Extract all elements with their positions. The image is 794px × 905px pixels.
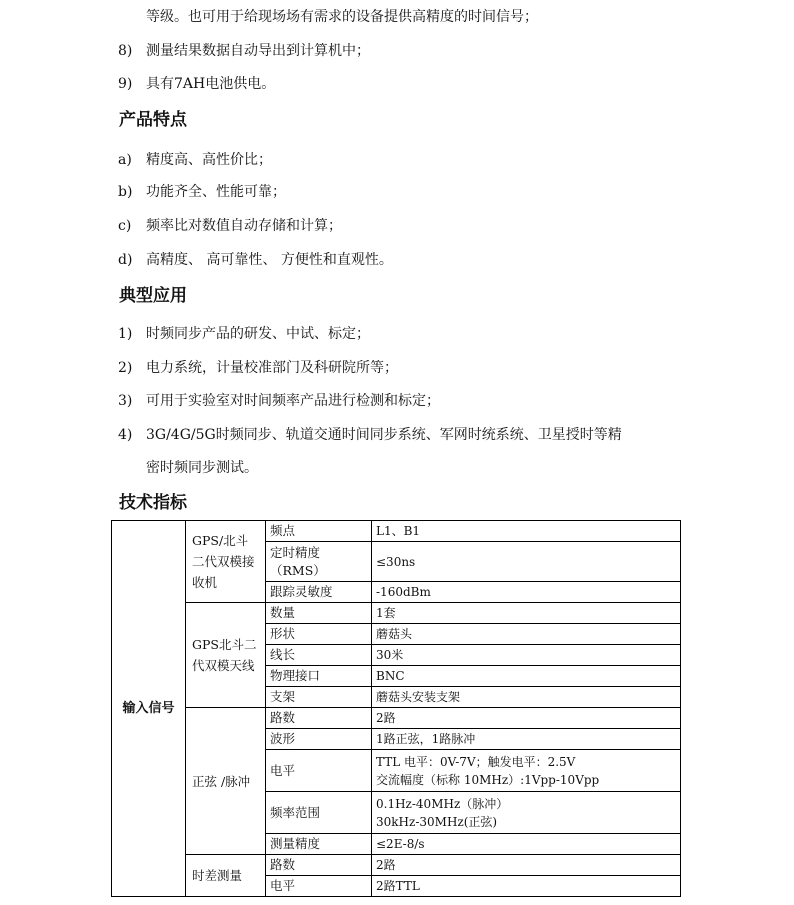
value-cell: -160dBm xyxy=(372,582,681,603)
group-input-signal: 输入信号 xyxy=(112,521,186,897)
category-receiver: GPS/北斗二代双模接收机 xyxy=(186,521,266,603)
item-number: 8) xyxy=(118,43,133,59)
value-line: 30kHz-30MHz(正弦) xyxy=(376,814,498,829)
param-cell: 形状 xyxy=(266,624,372,645)
table-row xyxy=(112,603,681,624)
intro-text: 测量结果数据自动导出到计算机中； xyxy=(146,43,370,59)
specs-heading: 技术指标 xyxy=(119,493,187,513)
intro-text: 等级。也可用于给现场场有需求的设备提供高精度的时间信号； xyxy=(146,9,538,25)
item-letter: b) xyxy=(118,184,133,200)
param-cell: 数量 xyxy=(266,603,372,624)
param-cell: 频点 xyxy=(266,521,372,542)
value-cell: ≤30ns xyxy=(372,542,681,582)
item-letter: a) xyxy=(118,152,132,168)
value-cell: 1套 xyxy=(372,603,681,624)
category-sine-pulse: 正弦 /脉冲 xyxy=(186,708,266,855)
features-heading: 产品特点 xyxy=(119,110,187,130)
value-line: TTL 电平：0V-7V；触发电平：2.5V xyxy=(376,754,576,769)
item-number: 2) xyxy=(118,360,133,376)
item-letter: d) xyxy=(118,252,133,268)
feature-text: 精度高、高性价比； xyxy=(146,152,272,168)
table-row xyxy=(112,521,681,542)
value-cell: L1、B1 xyxy=(372,521,681,542)
param-cell: 定时精度（RMS） xyxy=(266,542,372,582)
param-cell: 跟踪灵敏度 xyxy=(266,582,372,603)
item-letter: c) xyxy=(118,218,132,234)
value-cell: 蘑菇头 xyxy=(372,624,681,645)
param-cell: 电平 xyxy=(266,750,372,792)
application-text: 可用于实验室对时间频率产品进行检测和标定； xyxy=(146,393,440,409)
value-cell: 蘑菇头安装支架 xyxy=(372,687,681,708)
item-number: 3) xyxy=(118,393,133,409)
application-text: 电力系统，计量校准部门及科研院所等； xyxy=(146,360,398,376)
table-row xyxy=(112,708,681,729)
value-cell: BNC xyxy=(372,666,681,687)
application-text: 3G/4G/5G时频同步、轨道交通时间同步系统、军网时统系统、卫星授时等精 xyxy=(146,427,622,443)
table-row xyxy=(112,855,681,876)
item-number: 1) xyxy=(118,326,133,342)
param-cell: 支架 xyxy=(266,687,372,708)
param-cell: 线长 xyxy=(266,645,372,666)
feature-text: 频率比对数值自动存储和计算； xyxy=(146,218,342,234)
value-cell xyxy=(372,750,681,792)
category-time-difference: 时差测量 xyxy=(186,855,266,897)
application-text: 密时频同步测试。 xyxy=(146,460,258,476)
value-cell: 2路 xyxy=(372,708,681,729)
value-cell: 1路正弦，1路脉冲 xyxy=(372,729,681,750)
value-cell: 30米 xyxy=(372,645,681,666)
param-cell: 测量精度 xyxy=(266,834,372,855)
param-cell: 波形 xyxy=(266,729,372,750)
value-cell: 2路 xyxy=(372,855,681,876)
item-number: 9) xyxy=(118,76,133,92)
application-text: 时频同步产品的研发、中试、标定； xyxy=(146,326,370,342)
param-cell: 电平 xyxy=(266,876,372,897)
value-line: 交流幅度（标称 10MHz）:1Vpp-10Vpp xyxy=(376,772,600,787)
value-cell: ≤2E-8/s xyxy=(372,834,681,855)
param-cell: 路数 xyxy=(266,708,372,729)
applications-heading: 典型应用 xyxy=(119,286,187,306)
param-cell: 频率范围 xyxy=(266,792,372,834)
item-number: 4) xyxy=(118,427,133,443)
category-antenna: GPS北斗二代双模天线 xyxy=(186,603,266,708)
value-cell xyxy=(372,792,681,834)
value-cell: 2路TTL xyxy=(372,876,681,897)
feature-text: 功能齐全、性能可靠； xyxy=(146,184,286,200)
feature-text: 高精度、 高可靠性、 方便性和直观性。 xyxy=(146,252,393,268)
value-line: 0.1Hz-40MHz（脉冲） xyxy=(376,796,509,811)
param-cell: 物理接口 xyxy=(266,666,372,687)
param-cell: 路数 xyxy=(266,855,372,876)
intro-text: 具有7AH电池供电。 xyxy=(146,76,276,92)
spec-table xyxy=(111,520,681,897)
